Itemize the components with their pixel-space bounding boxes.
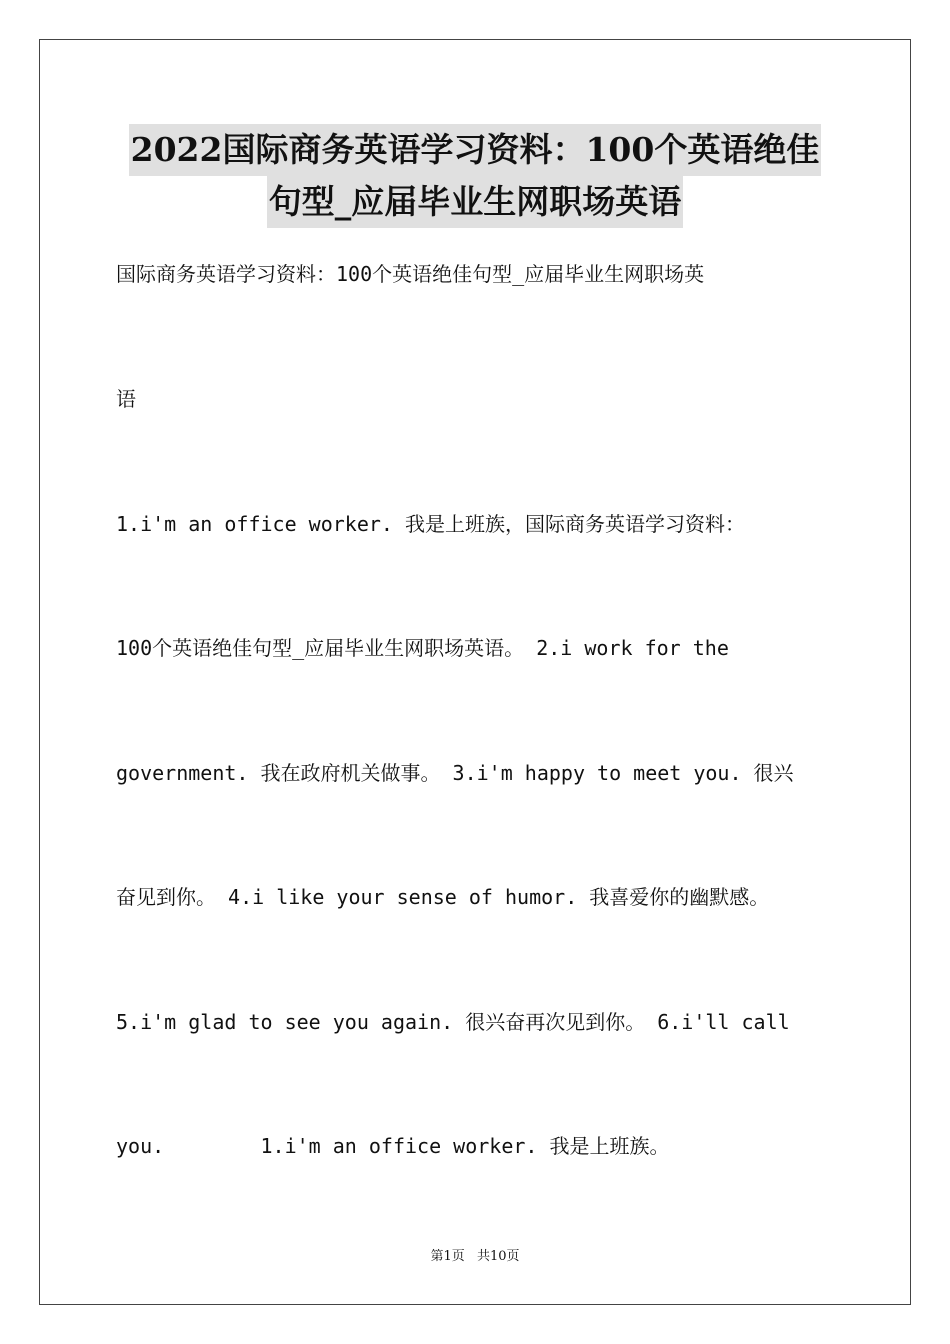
body-line-8: you. 1.i'm an office worker. 我是上班族。 xyxy=(116,1134,670,1158)
page-border xyxy=(39,39,911,1305)
document-title xyxy=(0,124,950,228)
page-footer xyxy=(0,1248,950,1266)
title-line-1: 2022国际商务英语学习资料：100个英语绝佳 xyxy=(129,124,822,176)
title-line-2: 句型_应届毕业生网职场英语 xyxy=(267,176,684,228)
body-line-4: 100个英语绝佳句型_应届毕业生网职场英语。 2.i work for the xyxy=(116,636,729,660)
body-line-1: 国际商务英语学习资料：100个英语绝佳句型_应届毕业生网职场英 xyxy=(116,262,705,286)
body-line-3: 1.i'm an office worker. 我是上班族，国际商务英语学习资料： xyxy=(116,512,745,536)
body-line-2: 语 xyxy=(116,387,136,411)
page-total: 共10页 xyxy=(476,1249,520,1264)
body-line-5: government. 我在政府机关做事。 3.i'm happy to meet you. 很兴 xyxy=(116,761,794,785)
page-number: 第1页 xyxy=(430,1249,465,1264)
body-line-7: 5.i'm glad to see you again. 很兴奋再次见到你。 6.i'll call xyxy=(116,1010,790,1034)
body-line-6: 奋见到你。 4.i like your sense of humor. 我喜爱你的幽默感。 xyxy=(116,885,770,909)
